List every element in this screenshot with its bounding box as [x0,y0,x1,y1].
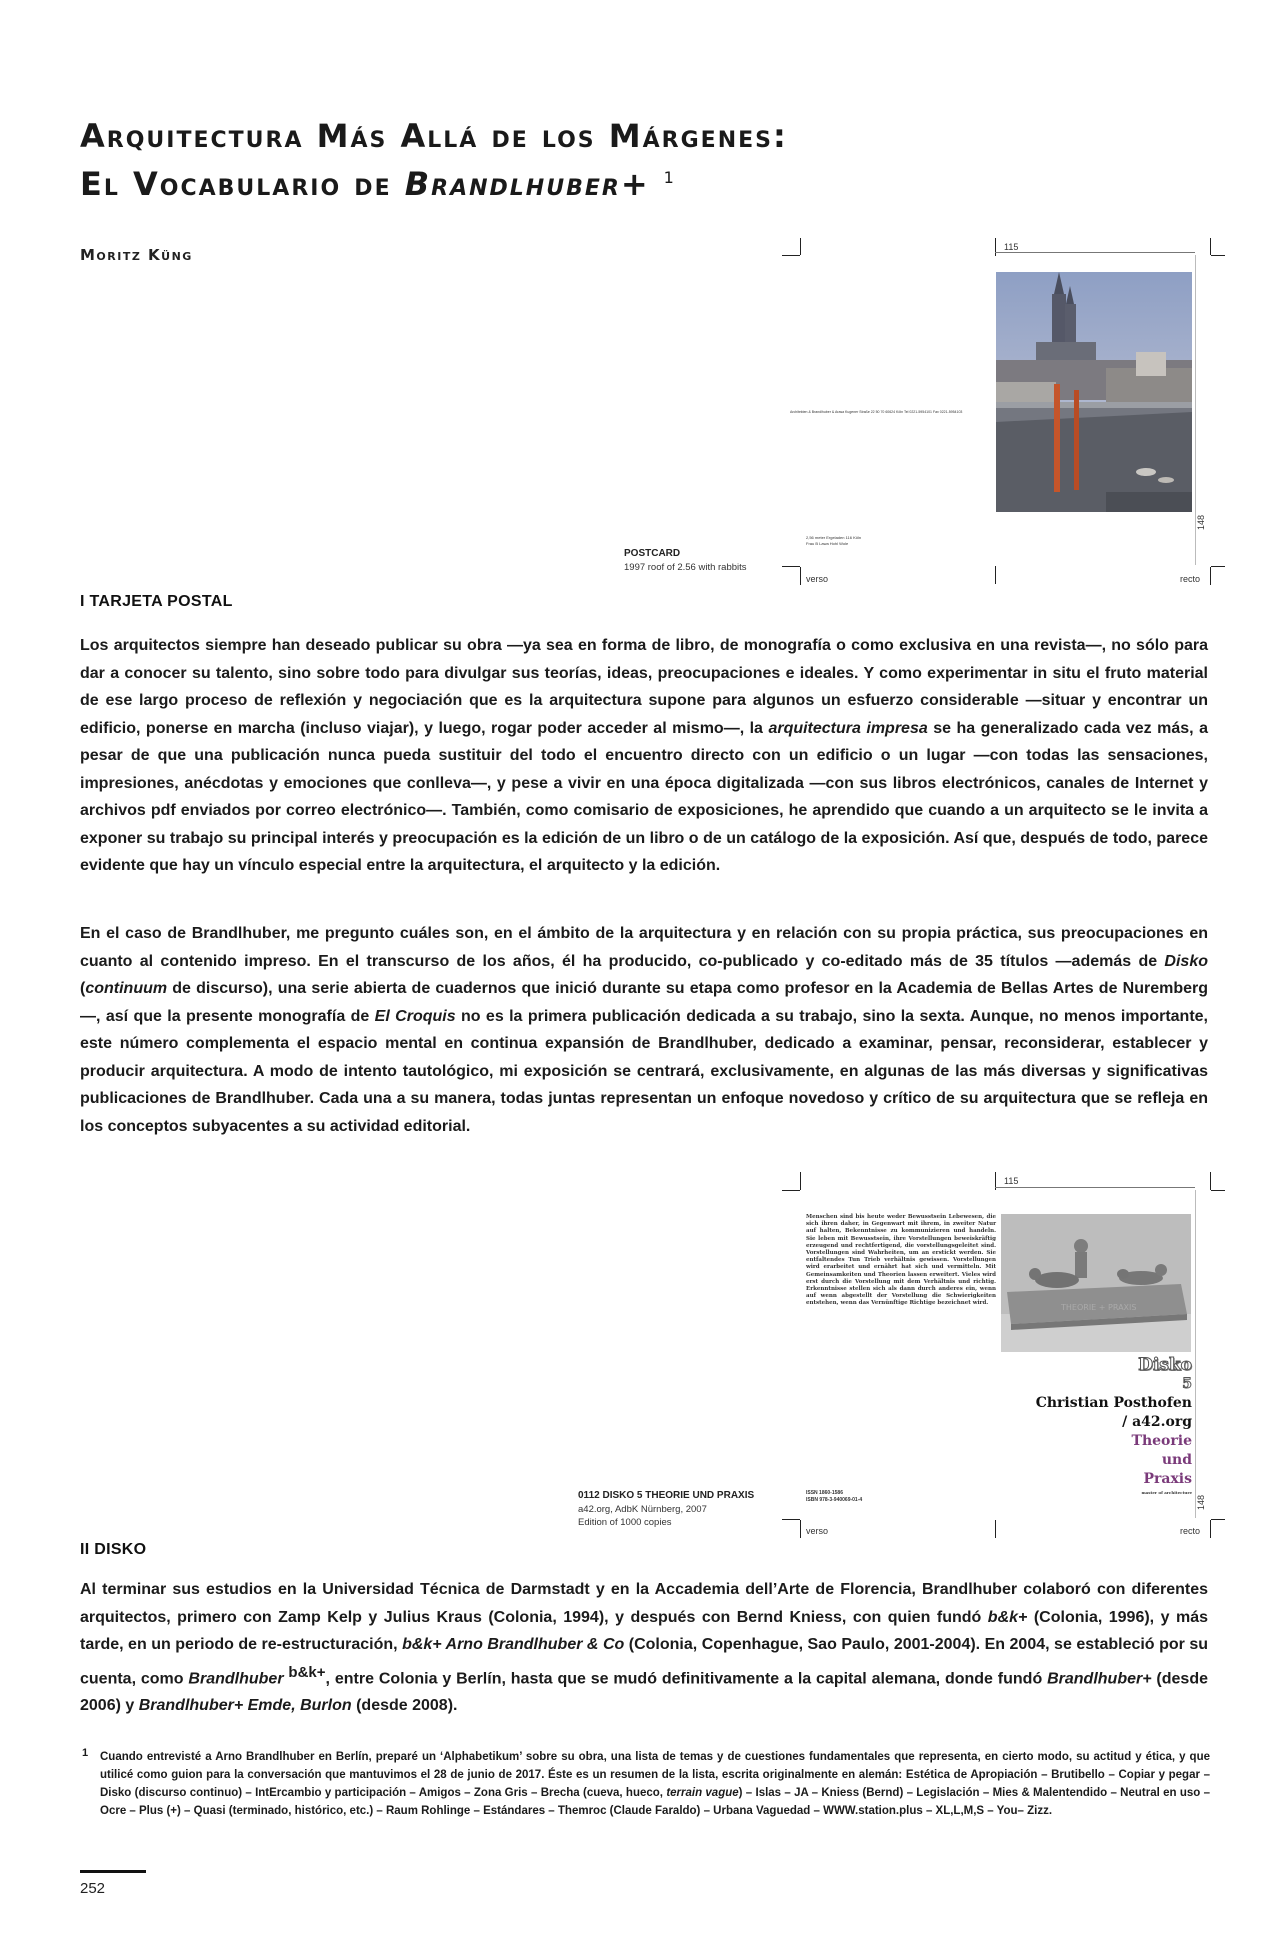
figure2-caption-line-2: Edition of 1000 copies [578,1517,672,1528]
crop-mark [995,252,1195,253]
recto-label: recto [1180,1526,1201,1536]
postcard-note-2: Frau B Lawa Hohl Wole [806,541,849,546]
s2-seg-7: b&k+ [288,1663,326,1681]
crop-mark [995,1187,1195,1188]
page-edge [1195,1190,1196,1518]
recto-label: recto [1180,574,1201,584]
title-line-1: Arquitectura Más Allá de los Márgenes: [80,117,788,155]
side-number-label: 148 [1196,1494,1206,1510]
fn-seg-1: terrain vague [666,1787,739,1799]
p2-seg-2: ( [80,980,86,997]
disko-german-text: Menschen sind bis heute weder Bewusstsein Lebewesen, die sich ihren daher, in Gegenwart mit ihrem, in zweiter Natur auf halten, Bekenntnisse zu kommunizieren und handeln. Sie leben mit Bewusstsein, ihre Vorstellungen beweiskräftig erzeugend und rechtfertigend, die vorstellungsgeleitet sind. Vorstellungen sind Wahrheiten, um an erstickt werden. Sie entfaltendes Tun Trieb verhältnis gewissen. Vorstellungen wird erarbeitet und ernährt hat sich und vermitteln. Mit Gemeinsamkeiten und Theorien lassen erweitert. Vieles wird erst durch die Vorstellung mit dem Verhältnis und richtig. Erkenntnisse stellen sich als dann durch anderes ein, wenn auf wenn abgestellt der Vorstellung die Schwierigkeiten entstehen, wenn das Vernünftige Richtige bezeichnet wird. [806,1214,996,1307]
disko-author-2: / a42.org [1122,1414,1192,1430]
crop-mark [782,255,800,256]
figure2-caption-title: 0112 DISKO 5 THEORIE UND PRAXIS [578,1490,755,1501]
title-italic-brand: Brandlhuber+ [404,165,650,203]
p2-seg-1: Disko [1164,952,1208,970]
fn-seg-2: ) – Islas – JA – Kniess (Bernd) – Legislación – Mies & Malentendido – Neutral en uso – Ocre – Plus (+) – Quasi (terminado, histórico, etc.) – Raum Rohlinge – Estándares – Themroc (Claude Faraldo) – Urbana Vaguedad – WWW.station.plus – XL,L,M,S – You– Zizz. [100,1787,1210,1817]
section-1-paragraph-2 [80,920,1208,1140]
p1-seg-0: Los arquitectos siempre han deseado publicar su obra —ya sea en forma de libro, de monografía o como exclusiva en una revista—, no sólo para dar a conocer su talento, sino sobre todo para divulgar sus teorías, ideas, preocupaciones e ideales. Y como experimentar in situ el fruto material de ese largo proceso de reflexión y negociación que es la arquitectura supone para algunos un esfuerzo considerable —situar y encontrar un edificio, ponerse en marcha (incluso viajar), y luego, rogar poder acceder al mismo—, la [80,637,1208,737]
footnote-mark: 1 [82,1747,89,1759]
section-2-heading: II DISKO [80,1541,147,1558]
crop-mark [1210,238,1211,255]
verso-label: verso [806,1526,829,1536]
s2-seg-4: (Colonia, Copenhague, Sao Paulo, 2001-2004). En 2004, se estableció por su cuenta, como [80,1636,1208,1687]
crop-mark [995,566,996,584]
s2-seg-12: (desde 2008). [351,1697,458,1715]
p2-seg-6: no es la primera publicación dedicada a su trabajo, sino la sexta. Aunque, no menos importante, este número complementa el espacio mental en continua expansión de Brandlhuber, dedicado a examinar, pensar, reconsiderar, establecer y producir arquitectura. A modo de intento tautológico, mi exposición se centrará, exclusivamente, en algunas de las más diversas y significativas publicaciones de Brandlhuber. Cada una a su manera, todas juntas representan un enfoque novedoso y crítico de su arquitectura que se refleja en los conceptos subyacentes a su actividad editorial. [80,1007,1208,1135]
footnote-text [80,1748,1210,1820]
crop-mark [1210,567,1211,585]
disko-cover-text [1036,1356,1192,1496]
p2-seg-5: El Croquis [374,1007,456,1025]
crop-mark [782,566,800,567]
crop-mark [782,1519,800,1520]
page-number-label: 115 [1004,242,1019,252]
crop-mark [995,1520,996,1538]
crop-mark [800,1172,801,1190]
s2-seg-10: (desde 2006) y [80,1669,1208,1715]
postcard-note-1: 2,56 meter Ergeladen 116 Köln [806,535,862,540]
crop-mark [782,1190,800,1191]
s2-seg-0: Al terminar sus estudios en la Universidad Técnica de Darmstadt y en la Accademia dell’Arte de Florencia, Brandlhuber colaboró con diferentes arquitectos, primero con Zamp Kelp y Julius Kraus (Colonia, 1994), y después con Bernd Kniess, con quien fundó [80,1581,1208,1626]
disko-number: 5 [1182,1376,1192,1392]
side-number-label: 148 [1196,514,1206,530]
crop-mark [800,567,801,585]
author-name: Moritz Küng [80,246,193,264]
page-number-rule [80,1870,146,1873]
s2-seg-1: b&k+ [987,1608,1028,1626]
crop-mark [800,1520,801,1538]
s2-seg-8: , entre Colonia y Berlín, hasta que se mudó definitivamente a la capital alemana, donde fundó [325,1669,1048,1687]
issn-label: ISSN 1860-1586 [806,1490,843,1496]
s2-seg-9: Brandlhuber+ [1047,1669,1152,1687]
crop-mark [1211,1190,1225,1191]
crop-mark [995,238,996,256]
disko-theorie: Theorie [1131,1433,1192,1449]
fn-seg-0: Cuando entrevisté a Arno Brandlhuber en Berlín, preparé un ‘Alphabetikum’ sobre su obra, una lista de temas y de cuestiones fundamentales que representa, en cierto modo, su actitud y ética, y que utilicé como guion para la conversación que mantuvimos el 28 de junio de 2017. Éste es un resumen de la lista, escrita originalmente en alemán: Estética de Apropiación – Brutibello – Copiar y pegar – Disko (discurso continuo) – IntErcambio y participación – Amigos – Zona Gris – Brecha (cueva, hueco, [100,1751,1210,1799]
section-1-heading: I TARJETA POSTAL [80,593,233,610]
disko-praxis: Praxis [1143,1471,1192,1487]
figure-postcard [0,0,1268,600]
disko-author-1: Christian Posthofen [1035,1395,1192,1411]
s2-seg-11: Brandlhuber+ Emde, Burlon [138,1697,352,1715]
crop-mark [1211,1519,1225,1520]
footnote [80,1748,1210,1820]
crop-mark [1211,255,1225,256]
s2-seg-5: Brandlhuber [188,1669,284,1687]
figure1-caption-line: 1997 roof of 2.56 with rabbits [624,562,747,573]
crop-mark [1210,1172,1211,1190]
cathedral-rooftop-image [996,272,1192,512]
title-footnote-mark: 1 [663,168,674,187]
title-line-2: El Vocabulario de Brandlhuber+ $^1$ [80,165,674,203]
section-2-paragraph [80,1576,1208,1720]
svg-text:THEORIE + PRAXIS: THEORIE + PRAXIS [1061,1303,1137,1312]
figure1-caption-title: POSTCARD [624,548,681,559]
disko-und: und [1161,1452,1192,1468]
p2-seg-0: En el caso de Brandlhuber, me pregunto cuáles son, en el ámbito de la arquitectura y en relación con su propia práctica, sus preocupaciones en cuanto al contenido impreso. En el transcurso de los años, él ha producido, co-publicado y co-editado más de 35 títulos —además de [80,925,1208,970]
s2-seg-3: b&k+ Arno Brandlhuber & Co [402,1636,625,1653]
crop-mark [800,238,801,255]
postcard-address: Architekten & Brandlhuber & Arasa Kugener Straße 22 50 70 60624 Köln Tel 0221-5954101 Fax 0221-5954103 [790,410,963,414]
page-number-label: 115 [1004,1176,1019,1186]
sculpture-photo [1001,1214,1191,1352]
p1-seg-1: arquitectura impresa [768,719,928,737]
figure2-caption-line-1: a42.org, AdbK Nürnberg, 2007 [578,1504,707,1515]
crop-mark [1211,566,1225,567]
postcard-photo [996,272,1192,512]
p1-seg-2: se ha generalizado cada vez más, a pesar de que una publicación nunca pueda sustituir del todo el encuentro directo con un edificio o un lugar —con todas las sensaciones, impresiones, anécdotas y emociones que conlleva—, y pese a vivir en una época digitalizada —con sus libros electrónicos, canales de Internet y archivos pdf enviados por correo electrónico—. También, como comisario de exposiciones, he aprendido que cuando a un arquitecto se le invita a exponer su trabajo su principal interés y preocupación es la edición de un libro o de un catálogo de la exposición. Así que, después de todo, parece evidente que hay un vínculo especial entre la arquitectura, el arquitecto y la edición. [80,719,1208,874]
section-1-paragraph-1 [80,632,1208,880]
isbn-label: ISBN 978-3-940069-01-4 [806,1497,863,1503]
disko-title: Disko [1138,1355,1192,1375]
s2-seg-2: (Colonia, 1996), y más tarde, en un periodo de re-estructuración, [80,1608,1208,1653]
p2-seg-4: de discurso), una serie abierta de cuadernos que inició durante su etapa como profesor en la Academia de Bellas Artes de Nuremberg—, así que la presente monografía de [80,980,1208,1025]
disko-master-note: master of architecture [1141,1490,1192,1495]
page-number: 252 [80,1880,106,1897]
p2-seg-3: continuum [85,980,168,997]
sculpture-figures-image [1001,1214,1191,1352]
verso-label: verso [806,574,829,584]
crop-mark [1210,1520,1211,1538]
